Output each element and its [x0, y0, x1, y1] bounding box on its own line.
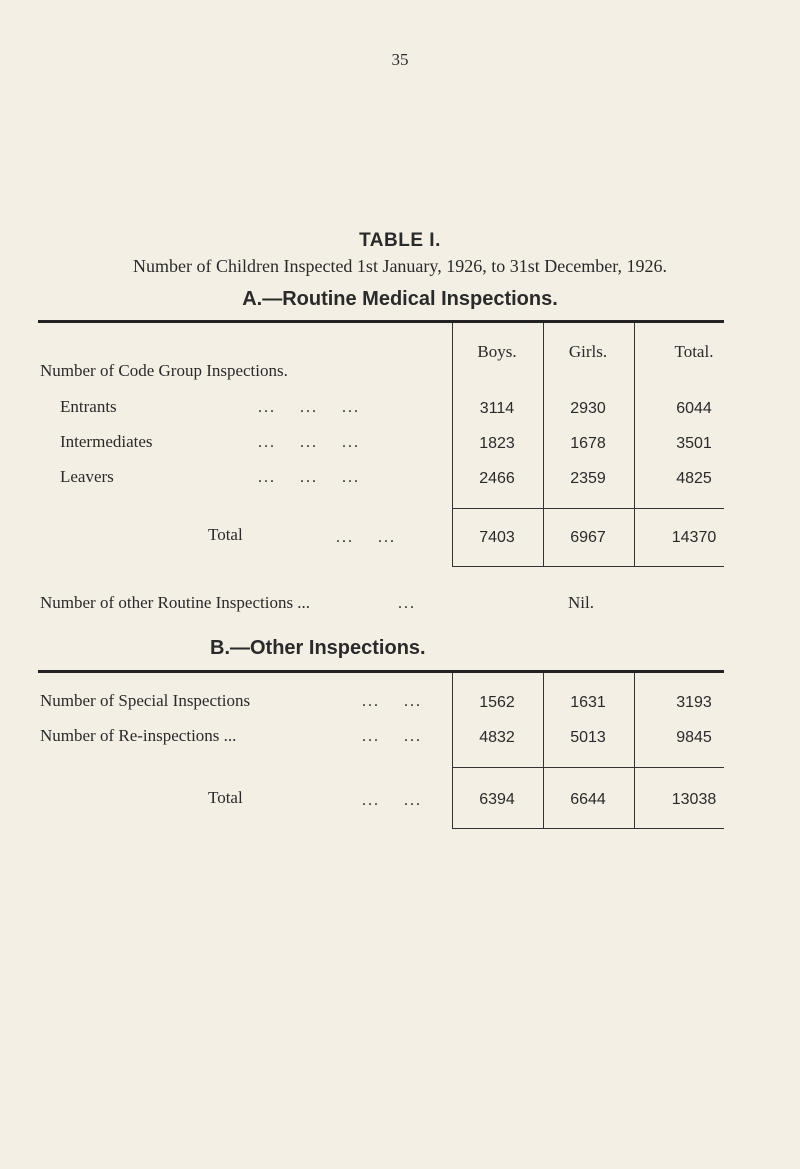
cell-boys: 1823: [479, 435, 515, 452]
cell-girls: 6967: [570, 529, 606, 546]
other-routine-label: Number of other Routine Inspections ...: [40, 593, 311, 612]
leader-dots: ... ...: [362, 728, 422, 745]
leader-dots: ...: [398, 595, 416, 612]
cell-total: 4825: [676, 470, 712, 487]
leader-dots: ... ... ...: [258, 434, 360, 451]
cell-total: 13038: [671, 791, 717, 808]
total-rule: [452, 508, 724, 509]
cell-boys: 2466: [479, 470, 515, 487]
row-label-intermediates: Intermediates: [60, 432, 153, 451]
bottom-rule: [452, 828, 724, 829]
other-routine-value: Nil.: [568, 593, 594, 612]
cell-girls: 1631: [570, 694, 606, 711]
table-subtitle: Number of Children Inspected 1st January, 1926, to 31st December, 1926.: [133, 256, 667, 276]
leader-dots: ... ...: [336, 529, 396, 546]
cell-total: 14370: [671, 529, 717, 546]
cell-boys: 4832: [479, 729, 515, 746]
row-label-total: Total: [208, 788, 243, 807]
row-label-special-inspections: Number of Special Inspections: [40, 691, 251, 710]
cell-girls: 6644: [570, 791, 606, 808]
cell-girls: 2930: [570, 400, 606, 417]
bottom-rule: [452, 566, 724, 567]
page-number: 35: [391, 50, 409, 69]
section-b-top-rule: [38, 670, 724, 673]
leader-dots: ... ...: [362, 693, 422, 710]
row-label-entrants: Entrants: [60, 397, 117, 416]
cell-total: 9845: [676, 729, 712, 746]
section-a-heading: A.—Routine Medical Inspections.: [242, 288, 558, 310]
cell-girls: 2359: [570, 470, 606, 487]
cell-total: 3193: [676, 694, 712, 711]
row-label-leavers: Leavers: [60, 467, 114, 486]
column-header-total: Total.: [674, 342, 714, 361]
cell-boys: 7403: [479, 529, 515, 546]
total-rule: [452, 767, 724, 768]
column-header-girls: Girls.: [568, 342, 608, 361]
leader-dots: ... ... ...: [258, 399, 360, 416]
cell-boys: 6394: [479, 791, 515, 808]
row-label-re-inspections: Number of Re-inspections ...: [40, 726, 237, 745]
cell-total: 3501: [676, 435, 712, 452]
leader-dots: ... ... ...: [258, 469, 360, 486]
cell-total: 6044: [676, 400, 712, 417]
row-header: Number of Code Group Inspections.: [40, 361, 288, 380]
cell-girls: 1678: [570, 435, 606, 452]
table-title: TABLE I.: [359, 230, 441, 251]
section-b-heading: B.—Other Inspections.: [210, 637, 426, 659]
cell-girls: 5013: [570, 729, 606, 746]
leader-dots: ... ...: [362, 792, 422, 809]
row-label-total: Total: [208, 525, 243, 544]
section-a-top-rule: [38, 320, 724, 323]
cell-boys: 3114: [479, 400, 515, 417]
cell-boys: 1562: [479, 694, 515, 711]
column-header-boys: Boys.: [477, 342, 517, 361]
